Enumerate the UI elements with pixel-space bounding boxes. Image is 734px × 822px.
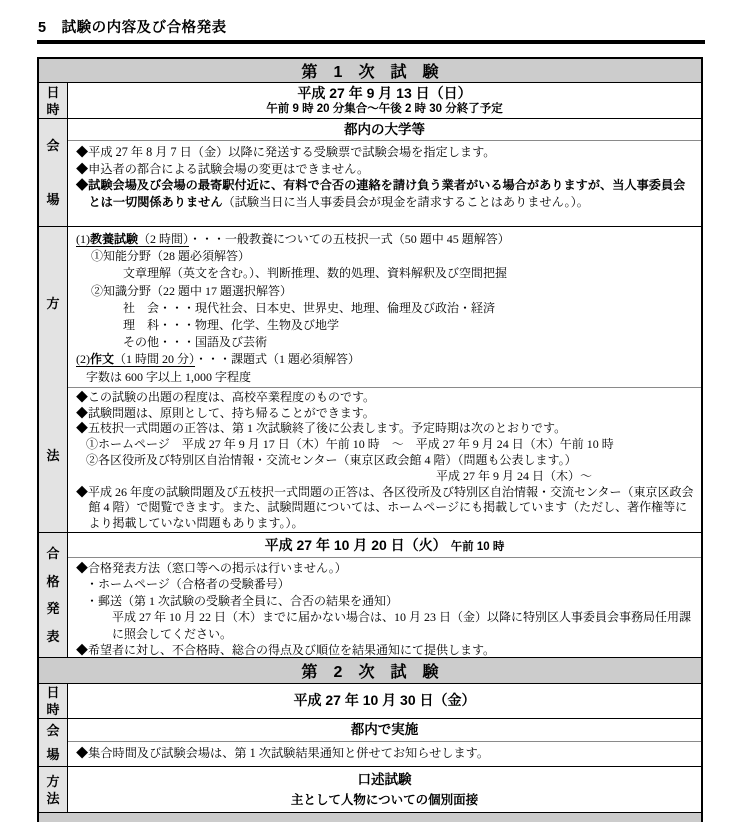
label-char: 格 bbox=[46, 573, 60, 589]
label-char: 場 bbox=[46, 746, 60, 762]
item-number: (2) bbox=[76, 352, 90, 367]
label-char: 会 bbox=[46, 138, 60, 154]
exam1-datetime-label bbox=[39, 83, 68, 118]
method-item-2-underlined bbox=[76, 352, 195, 366]
announcement-notes bbox=[68, 558, 701, 658]
venue-note: ◆申込者の都合による試験会場の変更はできません。 bbox=[76, 161, 370, 176]
label-char: 場 bbox=[46, 191, 60, 207]
exam1-announcement-label bbox=[39, 533, 68, 657]
exam2-method-label bbox=[39, 767, 68, 812]
exam1-venue-row bbox=[39, 118, 701, 226]
item-description: ・・・課題式（1 題必須解答） bbox=[195, 352, 361, 367]
method-note: ◆この試験の出題の程度は、高校卒業程度のものです。 bbox=[76, 389, 376, 404]
exam2-datetime-row bbox=[39, 683, 701, 718]
label-char: 方 bbox=[46, 773, 60, 789]
exam2-header-band bbox=[39, 657, 701, 683]
exam2-method-detail: 主として人物についての個別面接 bbox=[290, 793, 479, 807]
exam2-venue-heading: 都内で実施 bbox=[68, 719, 701, 742]
method-essay-length: 字数は 600 字以上 1,000 字程度 bbox=[86, 369, 252, 384]
label-char: 法 bbox=[46, 790, 60, 806]
warning-normal-text: （試験当日に当人事委員会が現金を請求することはありません。）。 bbox=[222, 194, 589, 209]
exam1-announcement-row bbox=[39, 532, 701, 657]
method-note: ◆試験問題は、原則として、持ち帰ることができます。 bbox=[76, 405, 375, 420]
announcement-date: 平成 27 年 10 月 20 日（火） bbox=[264, 537, 447, 553]
exam1-date-line: 平成 27 年 9 月 13 日（日） bbox=[297, 85, 472, 101]
exam2-datetime-label bbox=[39, 684, 68, 718]
method-subject-science: 理 科・・・物理、化学、生物及び地学 bbox=[123, 318, 340, 333]
announcement-note: ◆合格発表方法（窓口等への掲示は行いません。） bbox=[76, 561, 347, 575]
method-item-1-underlined bbox=[76, 232, 189, 246]
exam1-venue-label bbox=[39, 119, 68, 226]
exam1-method-label bbox=[39, 227, 68, 532]
item-title: 作文 bbox=[90, 352, 115, 367]
venue-note-warning bbox=[76, 177, 695, 210]
exam2-header-text: 第 2 次 試 験 bbox=[301, 664, 439, 681]
exam1-method-row bbox=[39, 226, 701, 532]
label-char: 時 bbox=[46, 101, 60, 117]
item-duration: （1 時間 20 分） bbox=[114, 352, 196, 367]
announcement-mail-inquiry: 平成 27 年 10 月 22 日（木）までに届かない場合は、10 月 23 日（金）以降に特別区人事委員会事務局任用課に照会してください。 bbox=[112, 610, 692, 641]
section-title: 5 試験の内容及び合格発表 bbox=[38, 20, 227, 36]
exam1-venue-content bbox=[68, 119, 701, 226]
exam1-method-structure bbox=[68, 227, 701, 388]
exam2-date-line: 平成 27 年 10 月 30 日（金） bbox=[293, 692, 476, 708]
venue-note: ◆平成 27 年 8 月 7 日（金）以降に発送する受験票で試験会場を指定します。 bbox=[76, 145, 496, 159]
method-note: ◆平成 26 年度の試験問題及び五枝択一式問題の正答は、各区役所及び特別区自治情報・交流センター（東京区政会館 4 階）で閲覧できます。また、試験問題については、ホームページにも掲載しています（ただし、著作権等により掲載していない問題もあります。）。 bbox=[76, 484, 694, 531]
exam2-method-row bbox=[39, 766, 701, 812]
method-answer-release-web: ①ホームページ 平成 27 年 9 月 17 日（木）午前 10 時 ～ 平成 27 年 9 月 24 日（木）午前 10 時 bbox=[86, 437, 614, 452]
method-subject-society: 社 会・・・現代社会、日本史、世界史、地理、倫理及び政治・経済 bbox=[123, 300, 496, 315]
method-note: ◆五枝択一式問題の正答は、第 1 次試験終了後に公表します。予定時期は次のとおりです。 bbox=[76, 421, 567, 436]
label-char: 日 bbox=[46, 685, 60, 700]
item-duration: （2 時間） bbox=[138, 232, 190, 246]
exam2-venue-note: ◆集合時間及び試験会場は、第 1 次試験結果通知と併せてお知らせします。 bbox=[76, 746, 490, 760]
next-section-band-clipped bbox=[39, 812, 701, 822]
exam2-venue-label bbox=[39, 719, 68, 766]
label-char: 時 bbox=[46, 702, 60, 717]
exam1-datetime-row bbox=[39, 82, 701, 118]
item-title: 教養試験 bbox=[90, 232, 139, 246]
method-subfield-2: ②知識分野（22 題中 17 題選択解答） bbox=[91, 283, 293, 298]
exam1-time-line: 午前 9 時 20 分集合～午後 2 時 30 分終了予定 bbox=[266, 103, 503, 115]
exam-info-table bbox=[37, 57, 703, 822]
announcement-note: ◆希望者に対し、不合格時、総合の得点及び順位を結果通知にて提供します。 bbox=[76, 643, 496, 658]
method-item-2 bbox=[76, 351, 697, 368]
method-answer-release-office: ②各区役所及び特別区自治情報・交流センター（東京区政会館 4 階）（問題も公表します。） bbox=[86, 453, 577, 468]
item-description: ・・・一般教養についての五枝択一式（50 題中 45 題解答） bbox=[189, 232, 510, 246]
method-subfield-1: ①知能分野（28 題必須解答） bbox=[91, 249, 251, 264]
exam2-method-type: 口述試験 bbox=[357, 772, 412, 787]
label-char: 合 bbox=[46, 546, 60, 562]
label-char: 法 bbox=[46, 448, 60, 464]
announcement-method-mail: ・郵送（第 1 次試験の受験者全員に、合否の結果を通知） bbox=[86, 593, 399, 608]
exam1-announcement-content bbox=[68, 533, 701, 657]
exam2-method-content bbox=[68, 767, 701, 812]
label-char: 方 bbox=[46, 295, 60, 311]
exam1-venue-heading: 都内の大学等 bbox=[68, 119, 701, 141]
warning-bold-text: ◆試験会場及び会場の最寄駅付近に、有料で合否の連絡を請け負う業者がいる場合がありますが、当人事委員会とは一切関係ありません bbox=[76, 178, 686, 209]
exam1-header-text: 第 1 次 試 験 bbox=[301, 64, 439, 81]
method-subfield-1-detail: 文章理解（英文を含む。）、判断推理、数的処理、資料解釈及び空間把握 bbox=[123, 266, 508, 281]
method-answer-release-date: 平成 27 年 9 月 24 日（木）～ bbox=[436, 468, 593, 483]
label-char: 日 bbox=[46, 84, 60, 100]
exam2-venue-row bbox=[39, 718, 701, 766]
method-item-1 bbox=[76, 231, 697, 248]
label-char: 表 bbox=[46, 628, 60, 644]
label-char: 会 bbox=[46, 723, 60, 739]
item-number: (1) bbox=[76, 232, 90, 246]
exam2-venue-content bbox=[68, 719, 701, 766]
exam1-header-band bbox=[39, 59, 701, 82]
announcement-datetime bbox=[68, 533, 701, 558]
exam1-venue-notes bbox=[68, 141, 701, 226]
announcement-time: 午前 10 時 bbox=[450, 541, 505, 553]
announcement-method-web: ・ホームページ（合格者の受験番号） bbox=[86, 577, 290, 592]
label-char: 発 bbox=[46, 601, 60, 617]
exam1-method-notes bbox=[68, 388, 701, 532]
exam1-method-content bbox=[68, 227, 701, 532]
title-underline-rule bbox=[37, 40, 705, 44]
exam1-datetime-content bbox=[68, 83, 701, 118]
method-subject-other: その他・・・国語及び芸術 bbox=[123, 335, 268, 350]
exam2-datetime-content bbox=[68, 684, 701, 718]
